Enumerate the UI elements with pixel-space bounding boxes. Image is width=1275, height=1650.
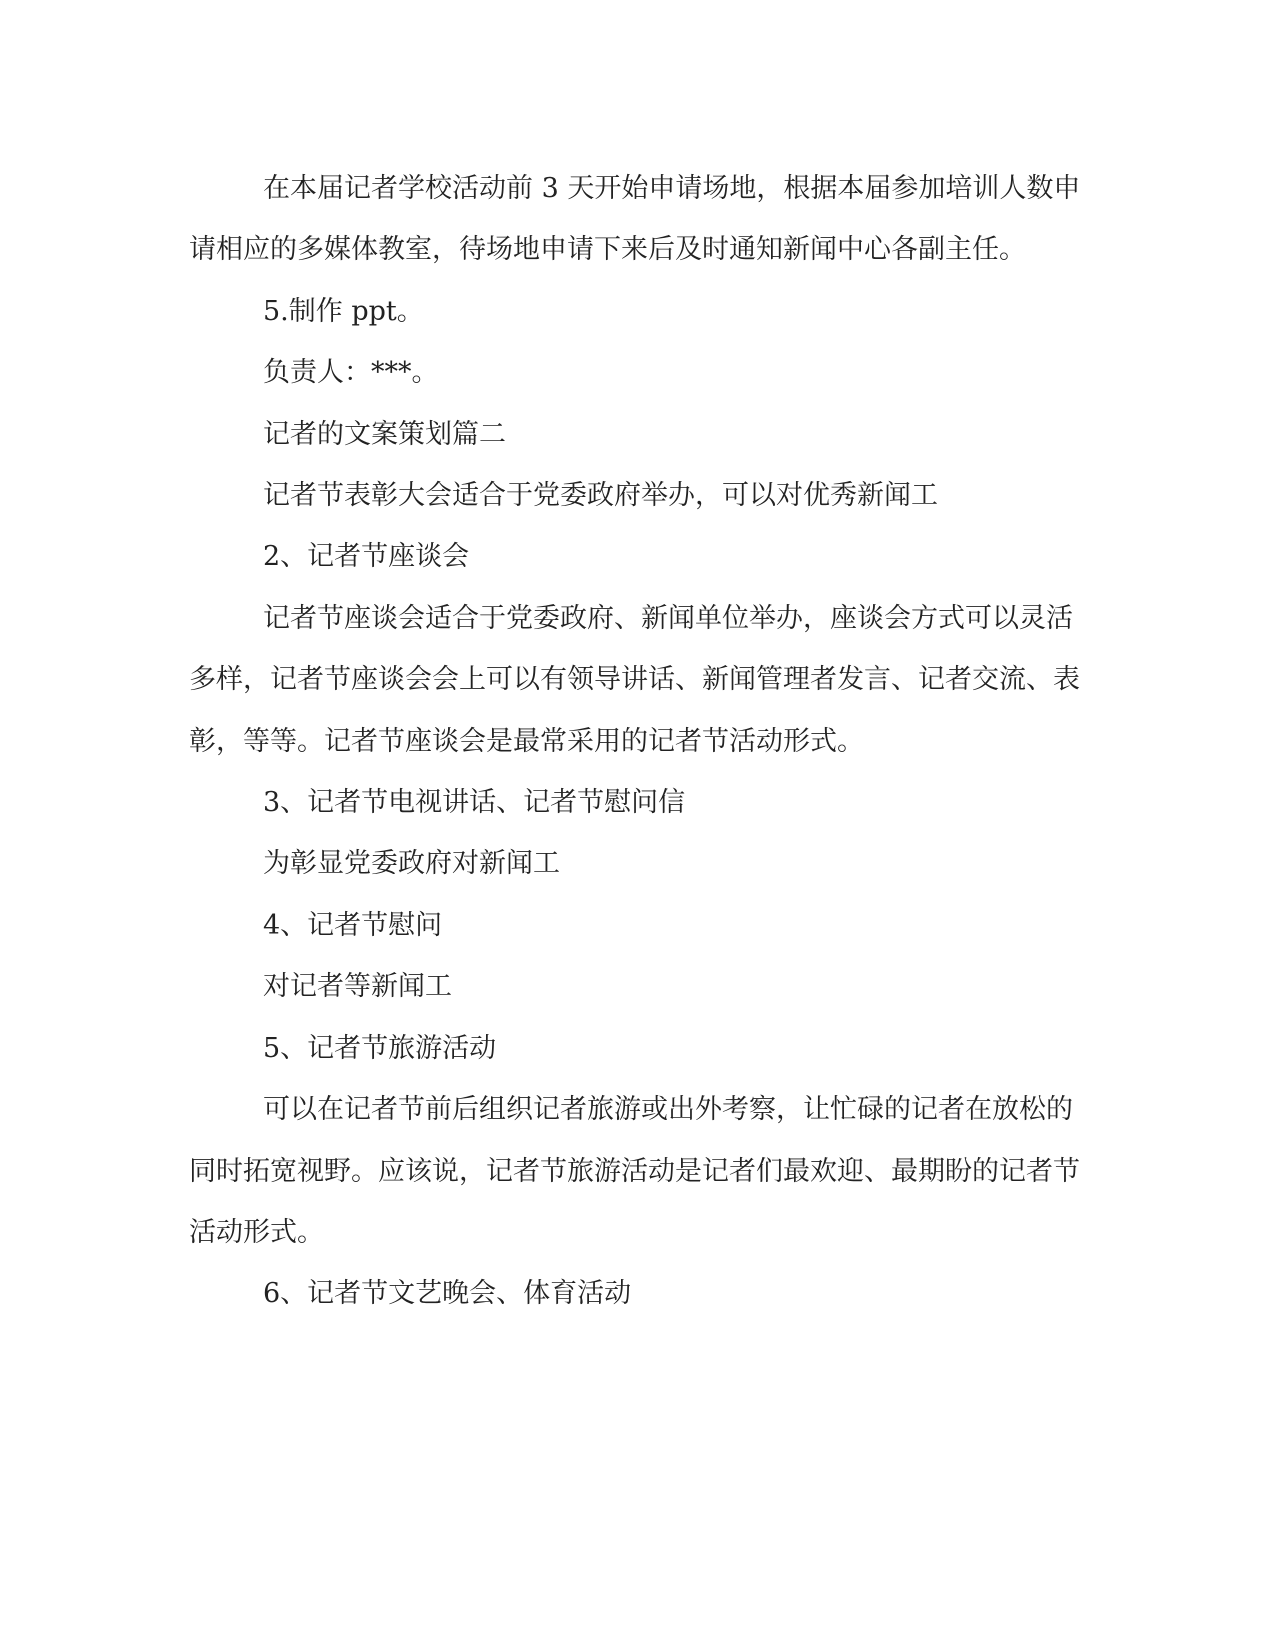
item-heading-gala-sports: 6、记者节文艺晚会、体育活动 [263, 1278, 632, 1310]
paragraph-symposium: 记者节座谈会适合于党委政府、新闻单位举办，座谈会方式可以灵活多样，记者节座谈会会上可以有领导讲话、新闻管理者发言、记者交流、表彰，等等。记者节座谈会是最常采用的记者节活动形式。 [189, 602, 1080, 757]
paragraph-venue-application: 在本届记者学校活动前 3 天开始申请场地，根据本届参加培训人数申请相应的多媒体教室，待场地申请下来后及时通知新闻中心各副主任。 [189, 173, 1081, 266]
item-heading-tv-speech: 3、记者节电视讲话、记者节慰问信 [263, 787, 686, 819]
paragraph-condolence: 对记者等新闻工 [263, 971, 452, 1003]
paragraph-make-ppt: 5.制作 ppt。 [263, 295, 424, 327]
item-heading-tourism: 5、记者节旅游活动 [263, 1032, 497, 1064]
paragraph-tv-speech: 为彰显党委政府对新闻工 [263, 848, 560, 880]
section-heading: 记者的文案策划篇二 [263, 418, 506, 450]
paragraph-commendation-meeting: 记者节表彰大会适合于党委政府举办，可以对优秀新闻工 [263, 480, 938, 512]
item-heading-condolence: 4、记者节慰问 [263, 909, 443, 941]
paragraph-tourism: 可以在记者节前后组织记者旅游或出外考察，让忙碌的记者在放松的同时拓宽视野。应该说，记者节旅游活动是记者们最欢迎、最期盼的记者节活动形式。 [189, 1094, 1080, 1248]
item-heading-symposium: 2、记者节座谈会 [263, 541, 470, 573]
paragraph-responsible-person: 负责人：***。 [263, 357, 439, 389]
document-body [189, 158, 1089, 1325]
